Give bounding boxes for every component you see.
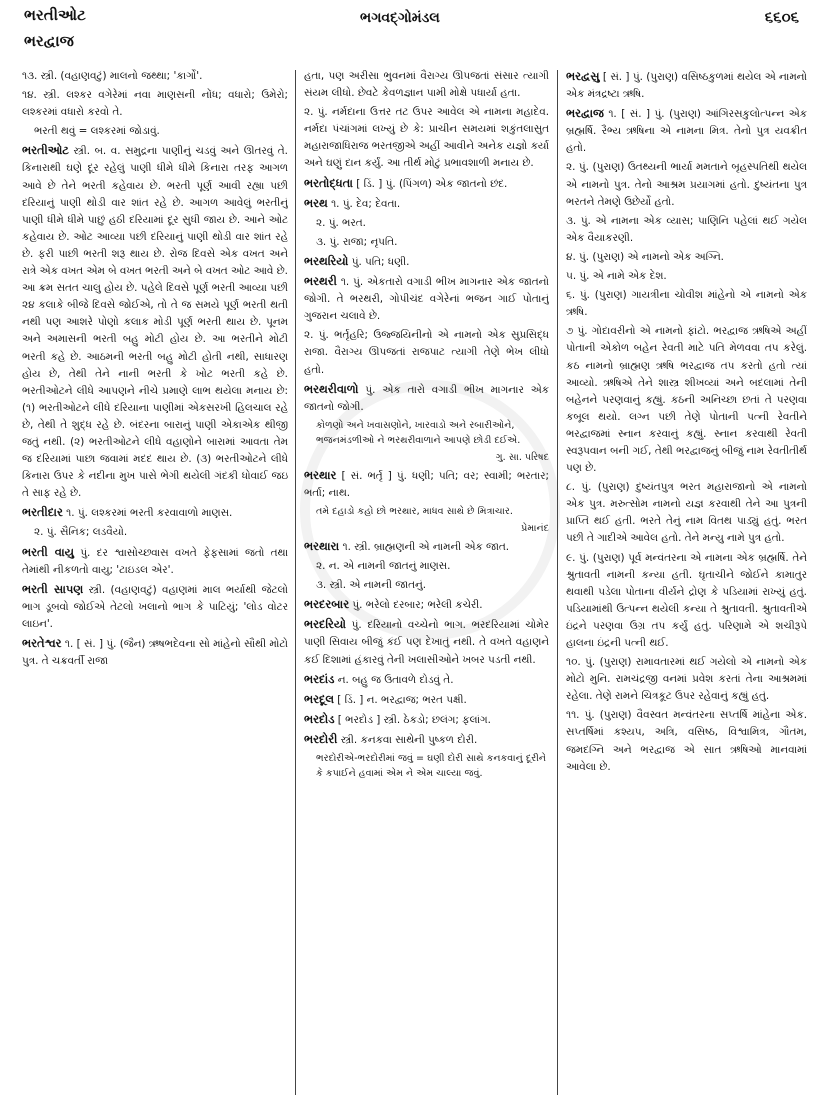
headword: ભરદ્વસુ	[566, 69, 600, 83]
definition-text: હતા, પણ અરીસા ભુવનમાં વૈરાગ્ય ઊપજતાં સંસાર ત્યાગી સંયમ લીધો. છેવટે કેવળજ્ઞાન પામી મોક્ષે પધાર્યા હતા.	[304, 70, 549, 100]
running-title: ભગવદ્ગોમંડલ	[360, 10, 440, 26]
headword: ભરથ	[304, 195, 328, 210]
definition-text: ૧. પું. દેવ; દેવતા.	[331, 197, 401, 210]
dictionary-entry	[566, 287, 807, 321]
dictionary-entry	[22, 581, 288, 633]
definition-text: ૨. પું. ભર્તૃહરિ; ઉજ્જયિનીનો એ નામનો એક સુપ્રસિદ્ધ રાજા. વૈરાગ્ય ઊપજતાં રાજપાટ ત્યાગી તેણે ભેખ લીધો હતો.	[304, 329, 549, 376]
column-1	[22, 68, 288, 1096]
headword: ભરથરીવાળો	[304, 381, 359, 396]
quotation	[316, 418, 549, 448]
headword: ભરતોદ્ધતા	[304, 175, 353, 190]
definition-text: ૫. પું. એ નામે એક દેશ.	[566, 270, 667, 283]
dictionary-entry	[566, 159, 807, 210]
dictionary-entry	[566, 654, 807, 705]
definition-text: ન. બહુ જ ઉતાવળે દોડવું તે.	[337, 673, 454, 686]
definition-text: [ ડિં. ] પું. (પિંગળ) એક જાતનો છંદ.	[356, 177, 508, 190]
definition-text: કોળણો અને ખવાસણોને, ખારવાડો અને રબારીઓને, ભજનમંડળીઓ ને ભરથરીવાળાને આપણે છોડી દઈએ.	[316, 419, 521, 446]
dictionary-entry	[304, 671, 549, 689]
dictionary-entry	[316, 215, 549, 232]
dictionary-entry	[304, 327, 549, 378]
dictionary-entry	[304, 538, 549, 556]
definition-text: સ્ત્રી. બ. વ. સમુદ્રના પાણીનું ચડવું અને ઊતરવું તે. કિનારાથી ઘણે દૂર રહેલું પાણી ધીમે ધીમે કિનારા તરફ આગળ આવે છે તેને ભરતી કહેવાય છે. ભરતી પૂર્ણ આવી રહ્યા પછી દરિયાનું પાણી થોડી વાર શાંત રહે છે. આગળ આવેલું ભરતીનું પાણી ધીમે ધીમે પાછું હઠી દરિયામાં દૂર સુધી જાય છે. આને ઓટ કહેવાય છે. ઓટ આવ્યા પછી દરિયાનું પાણી થોડી વાર શાંત રહે છે. ફરી પાછી ભરતી શરૂ થાય છે. રોજ દિવસે એક વખત અને રાત્રે એક વખત એમ બે વખત ભરતી અને બે વખત ઓટ આવે છે. આ ક્રમ સતત ચાલુ હોય છે. પહેલે દિવસે પૂર્ણ ભરતી આવ્યા પછી ૨૪ કલાકે બીજે દિવસે જોઈએ, તો તે જ સમયે પૂર્ણ ભરતી થતી નથી પણ આશરે પોણો કલાક મોડી પૂર્ણ ભરતી થાય છે. પૂનમ અને અમાસની ભરતી બહુ મોટી હોય છે. આ ભરતીને મોટી ભરતી કહે છે. આઠમની ભરતી બહુ મોટી હોતી નથી, સાધારણ હોય છે, તેથી તેને નાની ભરતી કે ખોટ ભરતી કહે છે. ભરતીઓટને લીધે આપણને નીચે પ્રમાણે લાભ થયેલા મનાય છે: (૧) ભરતીઓટને લીધે દરિયાના પાણીમાં એકસરખી હિલચાલ રહે છે, તેથી તે શુદ્ધ રહે છે. બંદરના બારાનું પાણી એકાએક થીજી જતું નથી. (૨) ભરતીઓટને લીધે વહાણોને બારામાં આવતા તેમ જ દરિયામાં પાછા જવામાં મદદ થાય છે. (૩) ભરતીઓટને લીધે કિનારા ઉપર કે નદીના મુખ પાસે ભેગી થયેલી ગંદકી ધોવાઈ જઇ તે સાફ રહે છે.	[22, 145, 288, 500]
headword: ભરદોરી	[304, 731, 338, 746]
headword: ભરથારા	[304, 538, 340, 553]
definition-text: [ સં. ભર્તૃ ] પું. ધણી; પતિ; વર; સ્વામી; ભરતાર; ભર્તા; નાથ.	[304, 469, 549, 499]
definition-text: ૮. પું. (પુરાણ) દુષ્યંતપુત્ર ભરત મહારાજાનો એ નામનો એક પુત્ર. મરુત્સોમ નામનો યજ્ઞ કરવાથી તેને આ પુત્રની પ્રાપ્તિ થઈ હતી. ભરતે તેનું નામ વિતથ પાડ્યું હતું. ભરત પછી તે ગાદીએ આવેલ હતો. તેને મન્યુ નામે પુત્ર હતો.	[566, 481, 807, 545]
definition-text: [ ડિં. ] ન. ભરદ્વાજ; ભરત પક્ષી.	[337, 693, 467, 706]
dictionary-entry	[316, 234, 549, 251]
page-number: ૬૬૦૬	[764, 8, 799, 26]
headword: ભરતેશ્વર	[22, 636, 62, 650]
page-header	[0, 0, 825, 68]
headword: ભરદ્વાજ	[566, 106, 604, 121]
definition-text: પું. એક તારો વગાડી ભીખ માગનાર એક જાતનો જોગી.	[304, 383, 549, 413]
columns	[22, 68, 807, 1096]
guide-word-first: ભરતીઓટ	[24, 6, 86, 24]
headword: ભરદૂલ	[304, 691, 334, 706]
dictionary-entry	[304, 691, 549, 709]
definition-text: ૯. પું. (પુરાણ) પૂર્વ મન્વંતરના એ નામના એક બ્રહ્મર્ષિ. તેને શ્રુતાવતી નામની કન્યા હતી. ઘૃતાચીને જોઈને કામાતુર થવાથી પડેલા પોતાના વીર્યને દ્રોણ કે પડિયામાં રાખ્યું હતું. પડિયામાંથી ઉત્પન્ન થયેલી કન્યા તે શ્રુતાવતી. શ્રુતાવતીએ ઇંદ્રને પરણવા ઉગ્ર તપ કર્યું હતું. પરિણામે એ શચીરૂપે હાલના ઇંદ્રની પત્ની થઈ.	[566, 551, 807, 649]
definition-text: પું. પતિ; ધણી.	[351, 255, 410, 268]
dictionary-entry	[22, 635, 288, 670]
definition-text: [ ભરદોડ ] સ્ત્રી. ઠેકડો; છલંગ; ફલાંગ.	[337, 713, 491, 726]
definition-text: પ્રેમાનંદ	[521, 522, 549, 534]
definition-text: સ્ત્રી. કનકવા સાથેની પુષ્કળ દોરી.	[340, 733, 478, 746]
headword: ભરતી વાયુ	[22, 544, 74, 559]
dictionary-entry	[304, 104, 549, 172]
definition-text: ૧. પું. લશ્કરમાં ભરતી કરવાવાળો માણસ.	[66, 507, 233, 520]
quotation-source	[304, 521, 549, 536]
definition-text: ગુ. સા. પરિષદ	[495, 451, 549, 463]
dictionary-entry	[566, 213, 807, 247]
column-3	[566, 68, 807, 1096]
dictionary-entry	[304, 273, 549, 325]
quotation-source	[304, 450, 549, 465]
headword: ભરથરી	[304, 274, 337, 289]
dictionary-entry	[566, 105, 807, 157]
headword: ભરતી સાપણ	[22, 581, 84, 596]
definition-text: ભરદોરીએ-ભરદોરીમાં જવું = ઘણી દોરી સાથે કનકવાનું દૂરીને કે કપાઈને હવામાં એમ ને એમ ચાલ્યા જવું.	[316, 753, 547, 779]
definition-text: ૩. સ્ત્રી. એ નામની જાતનું.	[316, 579, 427, 592]
headword: ભરદાંડ	[304, 671, 335, 686]
column-2	[304, 68, 549, 1096]
dictionary-entry	[304, 731, 549, 749]
dictionary-entry	[22, 504, 288, 522]
definition-text: તમે દહાડો કહો છો ભરથાર, માધવ સાથે છે મિત્રાચાર.	[316, 505, 513, 517]
definition-text: ૧. પું. એકતારો વગાડી ભીખ માગનાર એક જાતનો જોગી. તે ભરથરી, ગોપીચંદ વગેરેનાં ભજન ગાઈ પોતાનું ગુજરાન ચલાવે છે.	[304, 276, 549, 323]
definition-text: [ સં. ] પું. (પુરાણ) વસિષ્ઠકુળમાં થયેલ એ નામનો એક મંત્રદ્રષ્ટા ઋષિ.	[566, 71, 807, 101]
dictionary-entry	[22, 142, 288, 502]
dictionary-entry	[566, 323, 807, 477]
quotation	[316, 751, 549, 781]
dictionary-entry	[316, 558, 549, 575]
headword: ભરતીદાર	[22, 505, 63, 520]
definition-text: ૨. પું. ભરત.	[316, 216, 366, 229]
dictionary-entry	[304, 195, 549, 213]
definition-text: ૧૩. સ્ત્રી. (વહાણવટું) માલનો જથ્થા; 'કાર્ગો'.	[22, 70, 203, 82]
headword: ભરદરિયો	[304, 617, 347, 632]
definition-text: ભરતી થવું = લશ્કરમાં જોડાવું.	[34, 125, 160, 138]
definition-text: ૨. પું. નર્મદાના ઉત્તર તટ ઉપર આવેલ એ નામના મહાદેવ. નર્મદા પંચાંગમાં લખ્યું છે કે: પ્રાચીન સમયમાં શકુંતલાસુત મહારાજાધિરાજ ભરતજીએ અહીં આવીને અનેક યજ્ઞો કર્યા અને ઘણું દાન કર્યું. આ તીર્થ મોટું પ્રભાવશાળી મનાય છે.	[304, 106, 549, 170]
definition-text: ૨. ન. એ નામની જાતનું માણસ.	[316, 560, 451, 573]
dictionary-entry	[22, 544, 288, 579]
dictionary-entry	[566, 707, 807, 775]
dictionary-entry	[566, 550, 807, 653]
quotation	[316, 504, 549, 519]
headword: ભરદરબાર	[304, 597, 350, 612]
dictionary-entry	[566, 479, 807, 547]
dictionary-entry	[566, 268, 807, 285]
definition-text: સ્ત્રી. (વહાણવટું) વહાણમાં માલ ભર્યાથી જેટલો ભાગ ડૂબવો જોઈએ તેટલો ખલાનો ભાગ કે પાટિયું; 'લોડ વોટર લાઇન'.	[22, 583, 288, 630]
definition-text: ૩. પું. એ નામના એક વ્યાસ; પાણિનિ પહેલાં થઈ ગયેલ એક વૈયાકરણી.	[566, 214, 807, 244]
headword: ભરથરિયો	[304, 253, 349, 268]
dictionary-entry	[22, 87, 288, 121]
headword: ભરતીઓટ	[22, 143, 69, 158]
dictionary-entry	[34, 123, 288, 140]
dictionary-entry	[304, 68, 549, 102]
definition-text: ૧. સ્ત્રી. બ્રાહ્મણની એ નામની એક જાત.	[342, 540, 510, 553]
definition-text: ૨. પું. (પુરાણ) ઉતથ્યની ભાર્યા મમતાને બૃહસ્પતિથી થયેલ એ નામનો પુત્ર. તેનો આશ્રમ પ્રયાગમાં હતો. દુષ્યંતના પુત્ર ભરતને તેમણે ઉછેર્યો હતો.	[566, 161, 807, 208]
dictionary-entry	[304, 175, 549, 193]
definition-text: ૭ પું. ગોદાવરીનો એ નામનો ફાંટો. ભરદ્વાજ ઋષિએ અહીં પોતાની એકોળ બહેન રેવતી માટે પતિ મેળવવા તપ કરેલું. કઠ નામનો બ્રાહ્મણ ઋષિ ભરદ્વાજ તપ કરતો હતો ત્યાં આવ્યો. ઋષિએ તેને શાસ્ત્ર શીખવ્યાં અને બદલામાં તેની બહેનને પરણવાનું કહ્યું. કઠની અનિચ્છા છતાં તે પરણવા કબૂલ થયો. લગ્ન પછી તેણે પોતાની પત્ની રેવતીને ભરદ્વાજમાં સ્નાન કરવાનું કહ્યું. સ્નાન કરવાથી રેવતી સ્વરૂપવાન બની ગઈ, તેથી ભરદ્વાજનું બીજું નામ રેવતીતીર્થ પણ છે.	[566, 325, 807, 475]
dictionary-entry	[304, 381, 549, 416]
definition-text: પું. દરિયાનો વચ્ચેનો ભાગ. ભરદરિયામાં ચોમેર પાણી સિવાય બીજું કંઈ પણ દેખાતું નથી. તે વખતે વહાણને કઈ દિશામાં હંકારવું તેની ખલાસીઓને ખબર પડતી નથી.	[304, 619, 549, 666]
dictionary-entry	[566, 249, 807, 266]
dictionary-entry	[316, 577, 549, 594]
dictionary-entry	[304, 711, 549, 729]
dictionary-entry	[304, 616, 549, 668]
headword: ભરથાર	[304, 467, 337, 482]
dictionary-entry	[304, 596, 549, 614]
definition-text: ૧૧. પું. (પુરાણ) વૈવસ્વત મન્વંતરના સપ્તર્ષિ માંહેના એક. સપ્તર્ષિમાં કશ્યપ, અત્રિ, વસિષ્ઠ, વિશ્વામિત્ર, ગૌતમ, જમદગ્નિ અને ભરદ્વાજ એ સાત ઋષિઓ માનવામાં આવેલા છે.	[566, 709, 807, 773]
definition-text: ૪. પું. (પુરાણ) એ નામનો એક અગ્નિ.	[566, 250, 724, 263]
definition-text: ૧. [ સં. ] પું. (જૈન) ઋષભદેવના સો માંહેનો સૌથી મોટો પુત્ર. તે ચક્રવર્તી રાજા	[22, 638, 288, 668]
definition-text: ૧૪. સ્ત્રી. લશ્કર વગેરેમાં નવા માણસની નોંધ; વધારો; ઉમેરો; લશ્કરમાં વધારો કરવો તે.	[22, 89, 288, 119]
dictionary-entry	[22, 68, 288, 85]
definition-text: ૧૦. પું. (પુરાણ) રામાવતારમાં થઈ ગયેલો એ નામનો એક મોટો મુનિ. રામચંદ્રજી વનમાં પ્રવેશ કરતાં તેના આશ્રમમાં રહેલા. તેણે રામને ચિત્રકૂટ ઉપર રહેવાનું કહ્યું હતું.	[566, 656, 807, 703]
dictionary-entry	[304, 467, 549, 502]
headword: ભરદોડ	[304, 711, 335, 726]
definition-text: ૨. પું. સૈનિક; લડવૈયો.	[34, 526, 128, 539]
definition-text: ૩. પું. રાજા; નૃપતિ.	[316, 235, 398, 248]
dictionary-entry	[304, 253, 549, 271]
dictionary-entry	[34, 524, 288, 541]
definition-text: ૧. [ સં. ] પું. (પુરાણ) આંગિરસકુલોત્પન્ન એક બ્રહ્મર્ષિ. રૈભ્ય ઋષિના એ નામના મિત્ર. તેનો પુત્ર યવક્રીત હતો.	[566, 108, 807, 155]
guide-word-last: ભરદ્વાજ	[24, 32, 74, 50]
definition-text: પું. દર શ્વાસોચ્છ્વાસ વખતે ફેફસામાં જતો તથા તેમાંથી નીકળતો વાયુ; 'ટાઇડલ એર'.	[22, 546, 288, 576]
dictionary-entry	[566, 68, 807, 103]
definition-text: ૬. પું. (પુરાણ) ગાયત્રીના ચોવીશ માંહેનો એ નામનો એક ઋષિ.	[566, 289, 807, 319]
definition-text: પું. ભરેલો દરબાર; ભરેલી કચેરી.	[352, 599, 483, 612]
